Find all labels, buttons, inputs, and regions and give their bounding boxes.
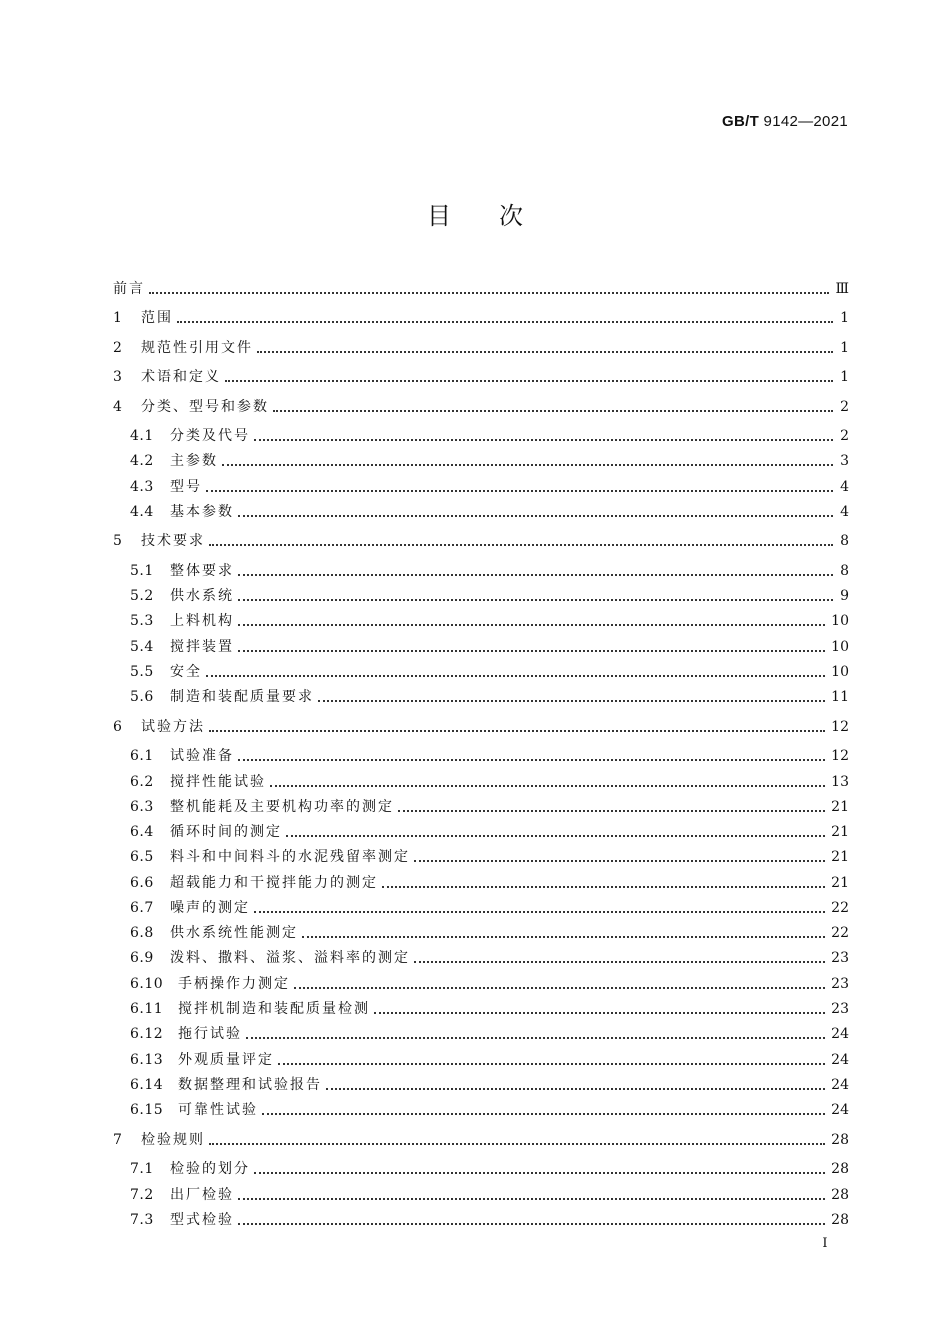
toc-entry-page: 23 (831, 950, 849, 966)
toc-entry-page: 1 (840, 340, 849, 356)
toc-entry-page: 4 (840, 479, 849, 495)
toc-entry-4-4[interactable] (113, 502, 849, 522)
toc-entry-number: 5.2 (130, 588, 154, 604)
toc-entry-label: 术语和定义 (141, 369, 221, 385)
toc-entry-1[interactable] (113, 308, 849, 328)
toc-entry-number: 6.12 (130, 1026, 164, 1042)
toc-entry-6-15[interactable] (113, 1100, 849, 1120)
leader-dots (398, 797, 825, 817)
toc-entry-page: 10 (831, 613, 849, 629)
toc-entry-6-5[interactable] (113, 847, 849, 867)
toc-entry-label: 前言 (113, 281, 145, 297)
toc-entry-4-1[interactable] (113, 426, 849, 446)
toc-entry-number: 6.7 (130, 900, 154, 916)
toc-entry-6-13[interactable] (113, 1050, 849, 1070)
leader-dots (209, 1130, 825, 1150)
toc-entry-number: 6.10 (130, 976, 164, 992)
toc-entry-4[interactable] (113, 397, 849, 417)
leader-dots (238, 561, 833, 581)
toc-entry-number: 6.6 (130, 875, 154, 891)
leader-dots (286, 822, 825, 842)
toc-entry-label: 整机能耗及主要机构功率的测定 (170, 799, 394, 815)
toc-entry-6[interactable] (113, 717, 849, 737)
toc-entry-page: 2 (840, 399, 849, 415)
toc-entry-2[interactable] (113, 338, 849, 358)
toc-entry-page: 23 (831, 1001, 849, 1017)
toc-entry-page: 28 (831, 1132, 849, 1148)
toc-entry-5[interactable] (113, 531, 849, 551)
toc-entry-label: 外观质量评定 (178, 1052, 274, 1068)
toc-entry-number: 4.2 (130, 453, 154, 469)
toc-entry-number: 6.4 (130, 824, 154, 840)
toc-entry-label: 手柄操作力测定 (178, 976, 290, 992)
leader-dots (225, 367, 833, 387)
toc-entry-label: 分类、型号和参数 (141, 399, 269, 415)
leader-dots (222, 451, 833, 471)
toc-entry-5-1[interactable] (113, 561, 849, 581)
toc-entry-label: 出厂检验 (170, 1187, 234, 1203)
toc-entry-number: 5.6 (130, 689, 154, 705)
toc-entry-label: 安全 (170, 664, 202, 680)
leader-dots (238, 1185, 825, 1205)
toc-entry-page: 23 (831, 976, 849, 992)
toc-entry-label: 检验的划分 (170, 1161, 250, 1177)
toc-entry-page: 1 (840, 310, 849, 326)
toc-entry-number: 1 (113, 310, 123, 326)
toc-entry-page: 4 (840, 504, 849, 520)
toc-entry-label: 供水系统 (170, 588, 234, 604)
toc-entry-label: 主参数 (170, 453, 218, 469)
leader-dots (238, 637, 825, 657)
leader-dots (238, 746, 825, 766)
toc-entry-page: 21 (831, 875, 849, 891)
toc-entry-page: 12 (831, 719, 849, 735)
toc-entry-number: 4.1 (130, 428, 154, 444)
leader-dots (270, 772, 825, 792)
toc-entry-label: 数据整理和试验报告 (178, 1077, 322, 1093)
toc-entry-number: 6.14 (130, 1077, 164, 1093)
leader-dots (278, 1050, 825, 1070)
toc-entry-page: 2 (840, 428, 849, 444)
toc-entry-number: 6.5 (130, 849, 154, 865)
toc-entry-page: 13 (831, 774, 849, 790)
toc-entry-label: 上料机构 (170, 613, 234, 629)
toc-entry-6-2[interactable] (113, 772, 849, 792)
toc-entry-number: 7.3 (130, 1212, 154, 1228)
toc-entry-label: 料斗和中间料斗的水泥残留率测定 (170, 849, 410, 865)
leader-dots (382, 873, 825, 893)
toc-entry-label: 噪声的测定 (170, 900, 250, 916)
toc-entry-6-10[interactable] (113, 974, 849, 994)
toc-entry-page: 24 (831, 1077, 849, 1093)
toc-entry-6-8[interactable] (113, 923, 849, 943)
toc-entry-number: 2 (113, 340, 123, 356)
toc-entry-number: 6.8 (130, 925, 154, 941)
toc-entry-label: 拖行试验 (178, 1026, 242, 1042)
toc-entry-label: 分类及代号 (170, 428, 250, 444)
toc-entry-label: 检验规则 (141, 1132, 205, 1148)
toc-entry-5-3[interactable] (113, 611, 849, 631)
toc-entry-page: 24 (831, 1052, 849, 1068)
toc-entry-number: 5.5 (130, 664, 154, 680)
toc-entry-page: 8 (840, 533, 849, 549)
leader-dots (246, 1024, 825, 1044)
page-number: I (822, 1236, 828, 1251)
toc-entry-label: 泼料、撒料、溢浆、溢料率的测定 (170, 950, 410, 966)
toc-entry-page: 1 (840, 369, 849, 385)
toc-entry-label: 试验方法 (141, 719, 205, 735)
toc-entry-number: 6 (113, 719, 123, 735)
toc-entry-label: 超载能力和干搅拌能力的测定 (170, 875, 378, 891)
toc-entry-page: 3 (840, 453, 849, 469)
leader-dots (414, 948, 825, 968)
toc-entry-page: 22 (831, 925, 849, 941)
toc-entry-page: 24 (831, 1026, 849, 1042)
toc-entry-page: 24 (831, 1102, 849, 1118)
toc-entry-label: 试验准备 (170, 748, 234, 764)
toc-entry-page: 11 (831, 689, 849, 705)
toc-entry-label: 基本参数 (170, 504, 234, 520)
page-title: 目次 (427, 202, 571, 230)
toc-entry-6-11[interactable] (113, 999, 849, 1019)
leader-dots (238, 502, 833, 522)
leader-dots (149, 279, 829, 299)
toc-entry-page: 12 (831, 748, 849, 764)
toc-entry-page: 10 (831, 639, 849, 655)
leader-dots (262, 1100, 825, 1120)
toc-entry-page: 9 (840, 588, 849, 604)
toc-entry-number: 6.9 (130, 950, 154, 966)
leader-dots (254, 426, 833, 446)
toc-entry-number: 3 (113, 369, 123, 385)
standard-number: 9142—2021 (763, 113, 848, 130)
toc-entry-label: 循环时间的测定 (170, 824, 282, 840)
toc-entry-page: 28 (831, 1212, 849, 1228)
leader-dots (254, 1159, 825, 1179)
toc-entry-number: 7 (113, 1132, 123, 1148)
leader-dots (206, 662, 825, 682)
toc-entry-5-6[interactable] (113, 687, 849, 707)
toc-entry-7[interactable] (113, 1130, 849, 1150)
toc-entry-7-3[interactable] (113, 1210, 849, 1230)
toc-entry-label: 搅拌性能试验 (170, 774, 266, 790)
toc-entry-page: Ⅲ (835, 281, 849, 297)
toc-entry-6-6[interactable] (113, 873, 849, 893)
toc-entry-7-2[interactable] (113, 1185, 849, 1205)
leader-dots (209, 531, 833, 551)
toc-entry-number: 6.11 (130, 1001, 164, 1017)
toc-entry-label: 范围 (141, 310, 173, 326)
toc-entry-number: 4.3 (130, 479, 154, 495)
leader-dots (238, 1210, 825, 1230)
toc-entry-page: 28 (831, 1187, 849, 1203)
toc-entry-page: 21 (831, 824, 849, 840)
toc-entry-number: 5.3 (130, 613, 154, 629)
leader-dots (177, 308, 833, 328)
standard-prefix: GB/T (722, 113, 760, 130)
toc-entry-number: 5.1 (130, 563, 154, 579)
toc-entry-number: 6.3 (130, 799, 154, 815)
toc-entry-label: 可靠性试验 (178, 1102, 258, 1118)
toc-entry-5-2[interactable] (113, 586, 849, 606)
toc-entry-4-2[interactable] (113, 451, 849, 471)
leader-dots (374, 999, 825, 1019)
toc-entry-number: 6.15 (130, 1102, 164, 1118)
standard-code (722, 113, 848, 130)
leader-dots (206, 477, 833, 497)
toc-entry-label: 技术要求 (141, 533, 205, 549)
toc-entry-page: 22 (831, 900, 849, 916)
toc-entry-label: 型式检验 (170, 1212, 234, 1228)
leader-dots (326, 1075, 825, 1095)
toc-entry-label: 规范性引用文件 (141, 340, 253, 356)
leader-dots (318, 687, 825, 707)
toc-entry-label: 搅拌机制造和装配质量检测 (178, 1001, 370, 1017)
toc-entry-page: 28 (831, 1161, 849, 1177)
leader-dots (238, 586, 833, 606)
toc-entry-7-1[interactable] (113, 1159, 849, 1179)
toc-entry-number: 5 (113, 533, 123, 549)
toc-entry-label: 型号 (170, 479, 202, 495)
toc-entry-6-9[interactable] (113, 948, 849, 968)
toc-entry-label: 供水系统性能测定 (170, 925, 298, 941)
toc-entry-6-14[interactable] (113, 1075, 849, 1095)
toc-entry-number: 5.4 (130, 639, 154, 655)
leader-dots (254, 898, 825, 918)
toc-entry-number: 4.4 (130, 504, 154, 520)
toc-entry-5-5[interactable] (113, 662, 849, 682)
leader-dots (294, 974, 825, 994)
toc-entry-page: 21 (831, 799, 849, 815)
toc-entry-number: 6.2 (130, 774, 154, 790)
leader-dots (238, 611, 825, 631)
leader-dots (273, 397, 833, 417)
toc-entry-3[interactable] (113, 367, 849, 387)
leader-dots (414, 847, 825, 867)
toc-entry-6-1[interactable] (113, 746, 849, 766)
toc-entry-label: 整体要求 (170, 563, 234, 579)
toc-entry-number: 4 (113, 399, 123, 415)
leader-dots (302, 923, 825, 943)
toc-entry-page: 8 (840, 563, 849, 579)
toc-entry-number: 7.1 (130, 1161, 154, 1177)
toc-entry-foreword[interactable] (113, 279, 849, 299)
toc-entry-6-7[interactable] (113, 898, 849, 918)
toc-entry-page: 21 (831, 849, 849, 865)
toc-entry-4-3[interactable] (113, 477, 849, 497)
toc-entry-number: 6.1 (130, 748, 154, 764)
toc-entry-page: 10 (831, 664, 849, 680)
toc-entry-5-4[interactable] (113, 637, 849, 657)
toc-entry-label: 搅拌装置 (170, 639, 234, 655)
toc-entry-6-12[interactable] (113, 1024, 849, 1044)
toc-entry-6-3[interactable] (113, 797, 849, 817)
leader-dots (257, 338, 833, 358)
toc-entry-number: 7.2 (130, 1187, 154, 1203)
toc-entry-number: 6.13 (130, 1052, 164, 1068)
toc-entry-6-4[interactable] (113, 822, 849, 842)
toc-entry-label: 制造和装配质量要求 (170, 689, 314, 705)
leader-dots (209, 717, 825, 737)
